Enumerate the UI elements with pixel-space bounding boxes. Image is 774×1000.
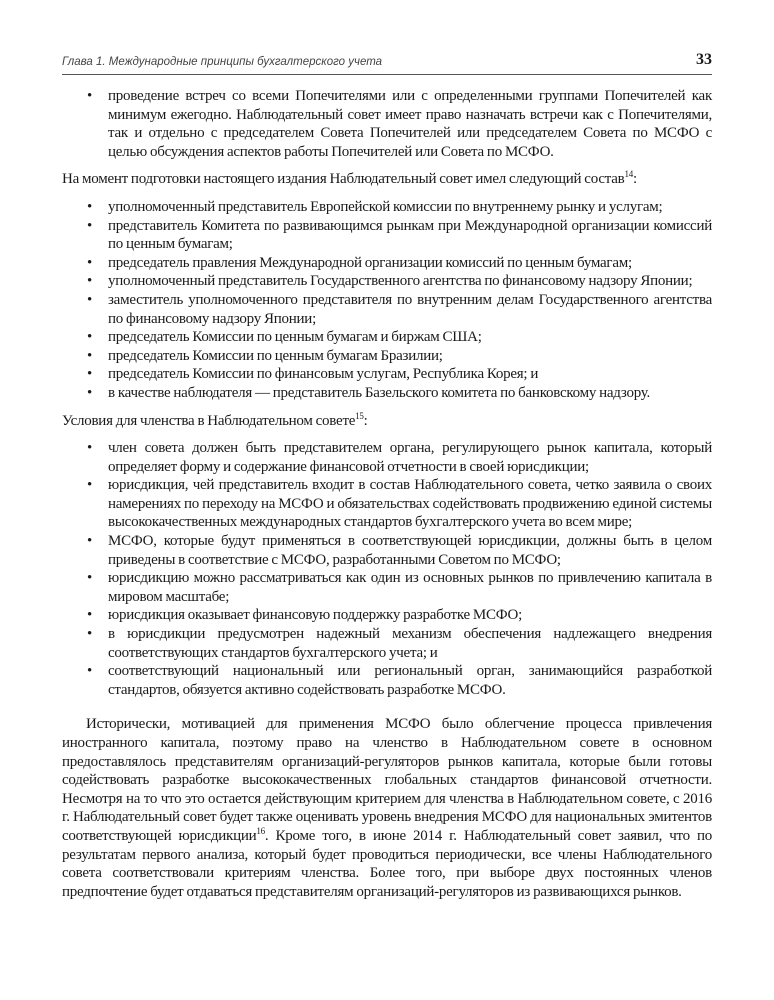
list-item: • уполномоченный представитель Европейской комиссии по внутреннему рынку и услугам; [62, 198, 712, 217]
page-header [62, 50, 712, 75]
membership-intro [62, 412, 712, 431]
list-item: • уполномоченный представитель Государственного агентства по финансовому надзору Японии; [62, 272, 712, 291]
page-body [62, 87, 712, 901]
list-item: • юрисдикция, чей представитель входит в состав Наблюдательного совета, четко заявила о своих намерениях по переходу на МСФО и обязательствах содействовать продвижению единой системы высококачественных международных стандартов бухгалтерского учета во всем мире; [62, 476, 712, 532]
intro-text: На момент подготовки настоящего издания Наблюдательный совет имел следующий состав [62, 171, 625, 188]
list-item: • соответствующий национальный или региональный орган, занимающийся разработкой стандартов, обязуется активно содействовать разработке МСФО. [62, 662, 712, 699]
intro-text: Условия для членства в Наблюдательном совете [62, 412, 356, 429]
list-item: • председатель Комиссии по ценным бумагам Бразилии; [62, 347, 712, 366]
list-item: • в юрисдикции предусмотрен надежный механизм обеспечения надлежащего внедрения соответствующих стандартов бухгалтерского учета; и [62, 625, 712, 662]
list-item: • представитель Комитета по развивающимся рынкам при Международной организации комиссий по ценным бумагам; [62, 217, 712, 254]
page-number: 33 [696, 51, 712, 68]
list-item: • юрисдикция оказывает финансовую поддержку разработке МСФО; [62, 606, 712, 625]
bullet-list-composition [62, 198, 712, 403]
list-item: • председатель правления Международной организации комиссий по ценным бумагам; [62, 254, 712, 273]
list-item: • МСФО, которые будут применяться в соответствующей юрисдикции, должны быть в целом приведены в соответствие с МСФО, разработанными Советом по МСФО; [62, 532, 712, 569]
bullet-list-meetings [62, 87, 712, 161]
list-item: • в качестве наблюдателя — представитель Базельского комитета по банковскому надзору. [62, 384, 712, 403]
list-item: • председатель Комиссии по финансовым услугам, Республика Корея; и [62, 365, 712, 384]
list-item: • юрисдикцию можно рассматриваться как один из основных рынков по привлечению капитала в мировом масштабе; [62, 569, 712, 606]
closing-paragraph [62, 715, 712, 901]
bullet-list-membership [62, 439, 712, 699]
footnote-ref[interactable]: 16 [256, 825, 265, 836]
footnote-ref[interactable]: 14 [624, 169, 633, 180]
list-item: • председатель Комиссии по ценным бумагам и биржам США; [62, 328, 712, 347]
list-item: • заместитель уполномоченного представителя по внутренним делам Государственного агентства по финансовому надзору Японии; [62, 291, 712, 328]
composition-intro [62, 170, 712, 189]
text: . Кроме того, в июне 2014 г. Наблюдательный совет заявил, что по результатам первого анализа, который будет проводиться периодически, все члены Наблюдательного совета соответствовали критериям членства. Более того, при выборе двух постоянных членов предпочтение будет отдаваться представителям организаций-регуляторов из развивающихся рынков. [62, 827, 712, 900]
text: Исторически, мотивацией для применения МСФО было облегчение процесса привлечения иностранного капитала, поэтому право на членство в Наблюдательном совете в основном предоставлялось представителям организаций-регуляторов рынков капитала, которые были готовы содействовать разработке высококачественных глобальных стандартов финансовой отчетности. Несмотря на то что это остается действующим критерием для членства в Наблюдательном совете, с 2016 г. Наблюдательный совет будет также оценивать уровень внедрения МСФО для национальных эмитентов соответствующей юрисдикции [62, 716, 712, 844]
colon: : [632, 171, 637, 188]
list-item: • член совета должен быть представителем органа, регулирующего рынок капитала, который определяет форму и содержание финансовой отчетности в своей юрисдикции; [62, 439, 712, 476]
footnote-ref[interactable]: 15 [355, 410, 364, 421]
colon: : [363, 412, 368, 429]
list-item: • проведение встреч со всеми Попечителями или с определенными группами Попечителей как минимум ежегодно. Наблюдательный совет имеет право назначать встречи как с Попечителями, так и отдельно с председателем Совета Попечителей или председателем Совета по МСФО с целью обсуждения аспектов работы Попечителей или Совета по МСФО. [62, 87, 712, 161]
running-title: Глава 1. Международные принципы бухгалтерского учета [62, 56, 383, 68]
